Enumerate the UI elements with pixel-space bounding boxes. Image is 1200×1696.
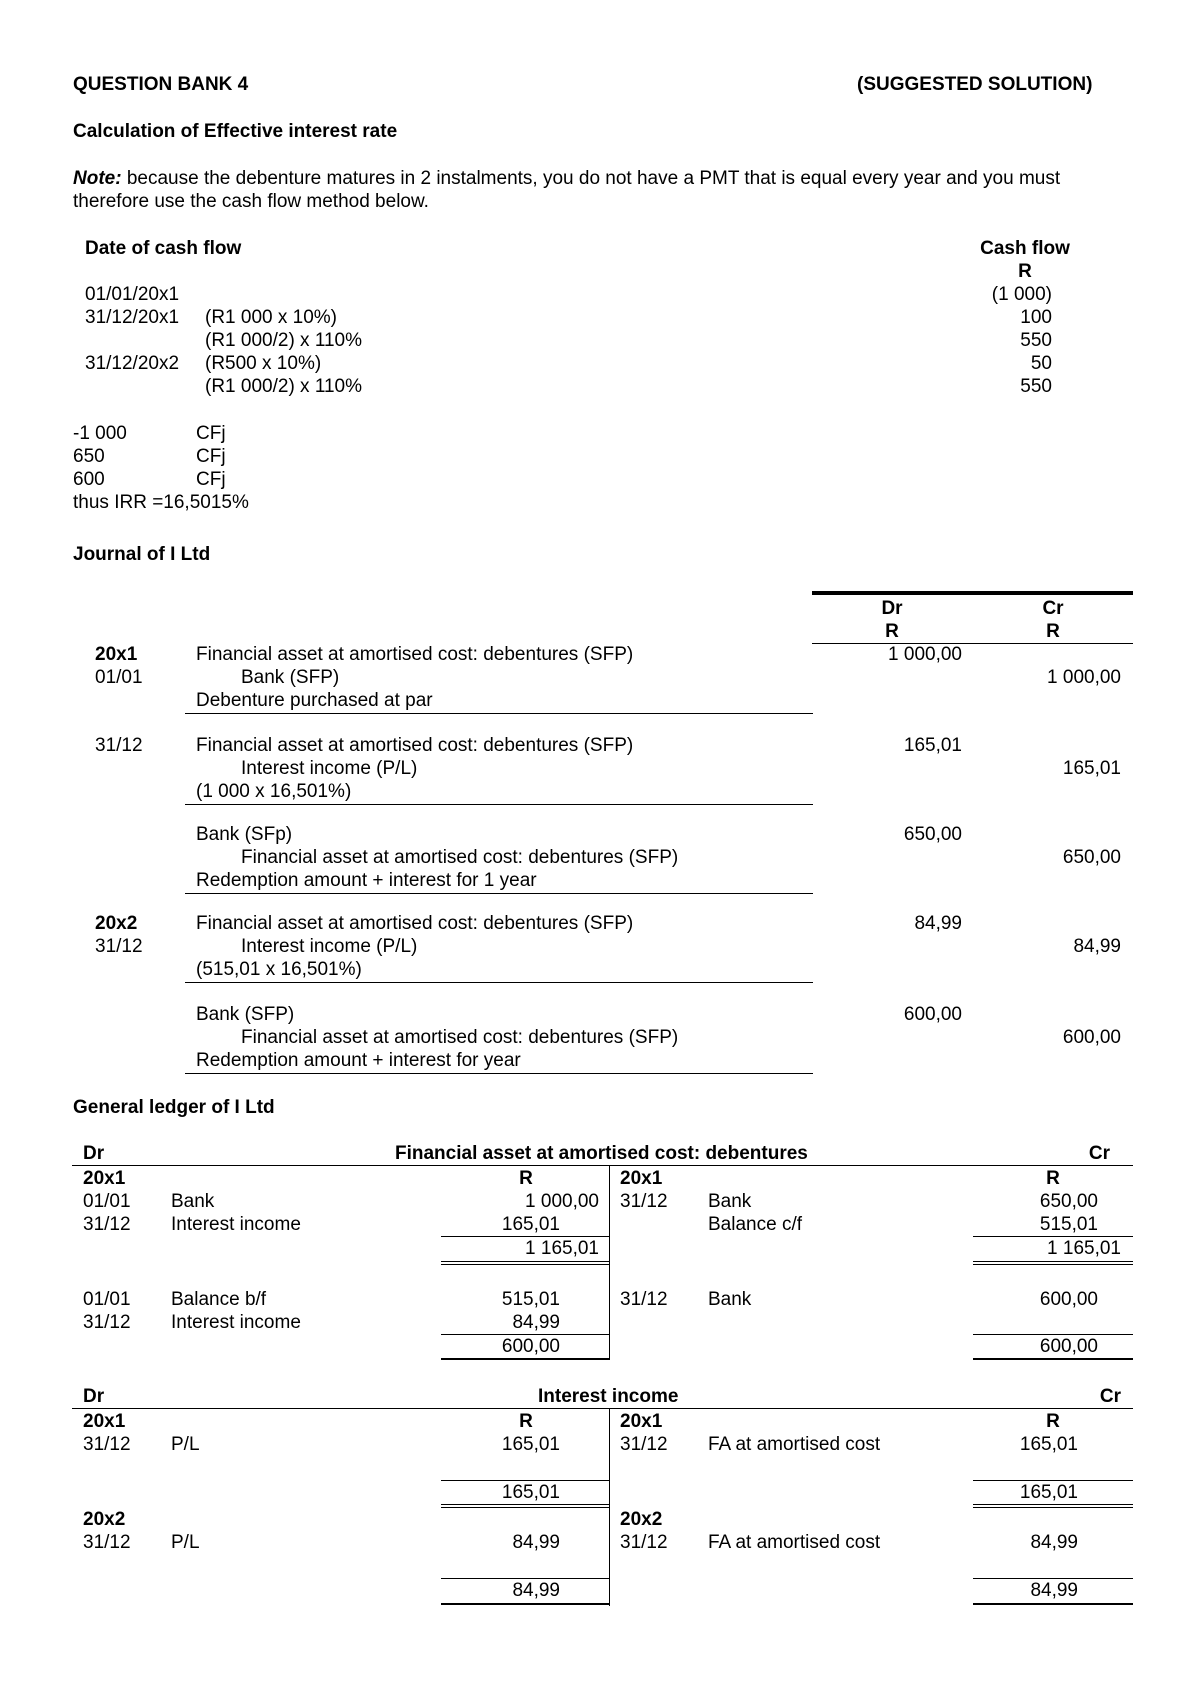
ledger-desc: Interest income: [171, 1214, 301, 1235]
journal-credit-account: Financial asset at amortised cost: debentures (SFP): [241, 1027, 679, 1048]
ii-account-top-rule: [72, 1408, 1133, 1409]
cashflow-date-header: Date of cash flow: [85, 238, 242, 259]
journal-cr-unit: R: [1046, 621, 1060, 642]
ledger-date: 01/01: [83, 1289, 131, 1310]
total-rule: [441, 1603, 610, 1605]
note-text-line2: therefore use the cash flow method below.: [73, 191, 429, 212]
journal-entry-rule: [185, 893, 813, 894]
journal-credit-amount: 1 000,00: [1047, 667, 1121, 688]
ledger-total: 84,99: [1030, 1580, 1078, 1601]
journal-debit-amount: 165,01: [903, 735, 962, 756]
journal-narration: (515,01 x 16,501%): [196, 959, 362, 980]
journal-entry-rule: [185, 713, 813, 714]
journal-debit-amount: 1 000,00: [888, 644, 962, 665]
ledger-amount: 165,01: [501, 1214, 560, 1235]
ledger-date: 31/12: [620, 1289, 668, 1310]
cashflow-desc: (R1 000/2) x 110%: [205, 330, 363, 351]
total-double-rule: [441, 1261, 610, 1262]
ledger-amount: 515,01: [501, 1289, 560, 1310]
total-double-rule: [973, 1507, 1133, 1508]
journal-narration: Redemption amount + interest for year: [196, 1050, 521, 1071]
total-double-rule: [973, 1504, 1133, 1505]
cashflow-amount-header: Cash flow: [980, 238, 1070, 259]
ii-account-title: Interest income: [538, 1386, 679, 1407]
ii-year: 20x2: [620, 1509, 663, 1530]
ledger-amount: 515,01: [1039, 1214, 1098, 1235]
cashflow-date: 31/12/20x1: [85, 307, 180, 328]
subtotal-rule: [441, 1236, 610, 1237]
ledger-total: 1 165,01: [1047, 1238, 1121, 1259]
journal-date: 01/01: [95, 667, 143, 688]
cashflow-date: 31/12/20x2: [85, 353, 180, 374]
calc-key: CFj: [196, 469, 226, 490]
fa-account-divider: [609, 1165, 610, 1359]
ii-cr-unit: R: [1046, 1411, 1060, 1432]
doc-title: QUESTION BANK 4: [73, 74, 249, 95]
subtotal-rule: [441, 1334, 610, 1335]
journal-date: 31/12: [95, 936, 143, 957]
total-double-rule: [441, 1264, 610, 1265]
fa-cr-unit: R: [1046, 1168, 1060, 1189]
subtotal-rule: [973, 1334, 1133, 1335]
fa-account-top-rule: [72, 1165, 1133, 1166]
journal-debit-account: Bank (SFP): [196, 1004, 295, 1025]
ledger-amount: 1 000,00: [525, 1191, 599, 1212]
journal-top-rule: [812, 591, 1133, 595]
cashflow-date: 01/01/20x1: [85, 284, 180, 305]
journal-credit-account: Interest income (P/L): [241, 758, 418, 779]
ii-year: 20x1: [620, 1411, 663, 1432]
doc-subtitle: (SUGGESTED SOLUTION): [857, 74, 1093, 95]
total-rule: [441, 1358, 610, 1360]
cashflow-desc: (R500 x 10%): [205, 353, 322, 374]
total-double-rule: [441, 1504, 610, 1505]
journal-credit-amount: 165,01: [1062, 758, 1121, 779]
total-double-rule: [441, 1507, 610, 1508]
ledger-desc: Interest income: [171, 1312, 301, 1333]
journal-date: 31/12: [95, 735, 143, 756]
ledger-amount: 84,99: [512, 1532, 560, 1553]
journal-entry-rule: [185, 1073, 813, 1074]
ii-cr-label: Cr: [1099, 1386, 1121, 1407]
ledger-desc: Balance c/f: [708, 1214, 802, 1235]
fa-year: 20x1: [620, 1168, 663, 1189]
ledger-total: 600,00: [501, 1336, 560, 1357]
subtotal-rule: [973, 1578, 1133, 1579]
journal-credit-account: Bank (SFP): [241, 667, 340, 688]
journal-narration: (1 000 x 16,501%): [196, 781, 352, 802]
ledger-desc: P/L: [171, 1434, 200, 1455]
ledger-desc: FA at amortised cost: [708, 1532, 881, 1553]
journal-dr-header: Dr: [881, 598, 903, 619]
journal-credit-account: Interest income (P/L): [241, 936, 418, 957]
journal-credit-account: Financial asset at amortised cost: debentures (SFP): [241, 847, 679, 868]
total-double-rule: [973, 1261, 1133, 1262]
irr-result: thus IRR =16,5015%: [73, 492, 249, 513]
ledger-date: 31/12: [83, 1434, 131, 1455]
journal-debit-amount: 84,99: [914, 913, 962, 934]
cashflow-desc: (R1 000/2) x 110%: [205, 376, 363, 397]
ii-year: 20x1: [83, 1411, 126, 1432]
journal-year: 20x1: [95, 644, 138, 665]
ledger-desc: P/L: [171, 1532, 200, 1553]
journal-dr-unit: R: [885, 621, 899, 642]
ledger-desc: Balance b/f: [171, 1289, 267, 1310]
total-rule: [973, 1603, 1133, 1605]
ledger-heading: General ledger of I Ltd: [73, 1097, 275, 1118]
cashflow-amount: 100: [1020, 307, 1052, 328]
eir-heading: Calculation of Effective interest rate: [73, 121, 398, 142]
journal-debit-account: Financial asset at amortised cost: debentures (SFP): [196, 644, 634, 665]
total-rule: [973, 1358, 1133, 1360]
ledger-amount: 84,99: [1030, 1532, 1078, 1553]
calc-key: CFj: [196, 423, 226, 444]
calc-value: -1 000: [73, 423, 127, 444]
cashflow-amount: (1 000): [991, 284, 1052, 305]
ledger-total: 165,01: [1019, 1482, 1078, 1503]
ledger-amount: 165,01: [1019, 1434, 1078, 1455]
journal-cr-header: Cr: [1042, 598, 1064, 619]
ledger-total: 1 165,01: [525, 1238, 599, 1259]
ledger-total: 600,00: [1039, 1336, 1098, 1357]
fa-dr-label: Dr: [83, 1143, 105, 1164]
fa-year: 20x1: [83, 1168, 126, 1189]
total-double-rule: [973, 1264, 1133, 1265]
fa-cr-label: Cr: [1088, 1143, 1110, 1164]
ledger-date: 31/12: [83, 1312, 131, 1333]
calc-value: 650: [73, 446, 105, 467]
ii-dr-unit: R: [519, 1411, 533, 1432]
cashflow-amount: 50: [1030, 353, 1052, 374]
ledger-total: 165,01: [501, 1482, 560, 1503]
ledger-desc: FA at amortised cost: [708, 1434, 881, 1455]
subtotal-rule: [441, 1578, 610, 1579]
subtotal-rule: [973, 1480, 1133, 1481]
cashflow-unit: R: [1018, 261, 1032, 282]
cashflow-desc: (R1 000 x 10%): [205, 307, 338, 328]
journal-credit-amount: 600,00: [1062, 1027, 1121, 1048]
ledger-date: 01/01: [83, 1191, 131, 1212]
note-label: Note:: [73, 168, 122, 189]
calc-value: 600: [73, 469, 105, 490]
journal-debit-account: Financial asset at amortised cost: debentures (SFP): [196, 913, 634, 934]
fa-account-title: Financial asset at amortised cost: debentures: [395, 1143, 808, 1164]
journal-entry-rule: [185, 804, 813, 805]
journal-credit-amount: 84,99: [1073, 936, 1121, 957]
ledger-date: 31/12: [83, 1532, 131, 1553]
ledger-date: 31/12: [620, 1532, 668, 1553]
journal-debit-account: Bank (SFp): [196, 824, 293, 845]
journal-year: 20x2: [95, 913, 138, 934]
ledger-date: 31/12: [83, 1214, 131, 1235]
ledger-date: 31/12: [620, 1434, 668, 1455]
calc-key: CFj: [196, 446, 226, 467]
eir-note: [73, 168, 1060, 190]
subtotal-rule: [441, 1480, 610, 1481]
ledger-amount: 84,99: [512, 1312, 560, 1333]
journal-heading: Journal of I Ltd: [73, 544, 211, 565]
ledger-desc: Bank: [708, 1289, 752, 1310]
journal-debit-account: Financial asset at amortised cost: debentures (SFP): [196, 735, 634, 756]
journal-entry-rule: [185, 982, 813, 983]
ledger-desc: Bank: [708, 1191, 752, 1212]
ledger-amount: 650,00: [1039, 1191, 1098, 1212]
journal-narration: Debenture purchased at par: [196, 690, 433, 711]
note-text-line1: because the debenture matures in 2 instalments, you do not have a PMT that is equal every year and you must: [121, 168, 1061, 189]
journal-debit-amount: 650,00: [903, 824, 962, 845]
subtotal-rule: [973, 1236, 1133, 1237]
ledger-amount: 600,00: [1039, 1289, 1098, 1310]
journal-narration: Redemption amount + interest for 1 year: [196, 870, 537, 891]
ledger-date: 31/12: [620, 1191, 668, 1212]
ledger-desc: Bank: [171, 1191, 215, 1212]
ledger-total: 84,99: [512, 1580, 560, 1601]
cashflow-amount: 550: [1020, 376, 1052, 397]
fa-dr-unit: R: [519, 1168, 533, 1189]
journal-debit-amount: 600,00: [903, 1004, 962, 1025]
ii-year: 20x2: [83, 1509, 126, 1530]
ledger-amount: 165,01: [501, 1434, 560, 1455]
ii-dr-label: Dr: [83, 1386, 105, 1407]
cashflow-amount: 550: [1020, 330, 1052, 351]
journal-credit-amount: 650,00: [1062, 847, 1121, 868]
